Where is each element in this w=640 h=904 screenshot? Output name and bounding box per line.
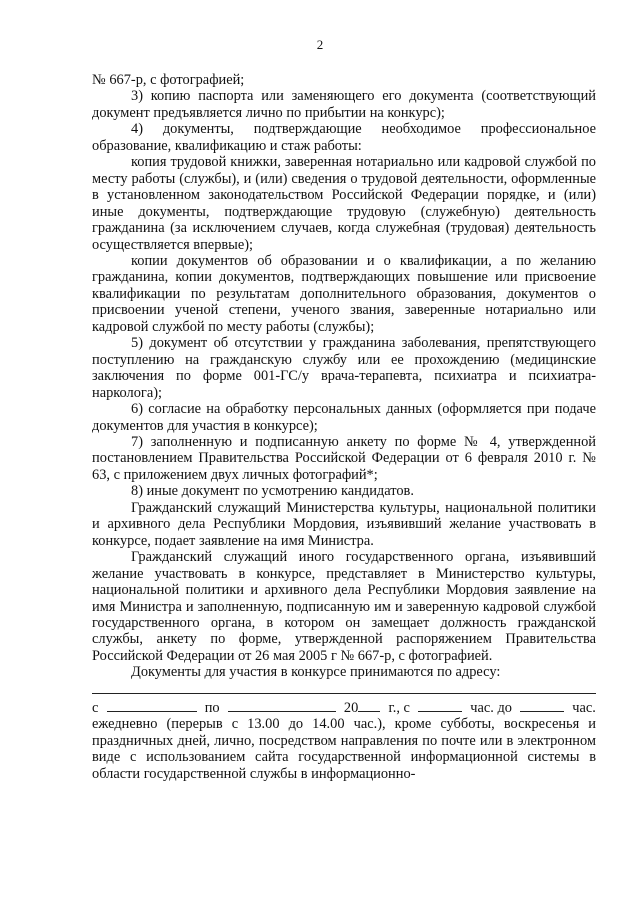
year-prefix: 20 xyxy=(344,699,380,716)
date-to-label: по xyxy=(204,699,220,716)
paragraph: 8) иные документ по усмотрению кандидатов. xyxy=(131,483,414,500)
page-number: 2 xyxy=(316,37,324,52)
date-from-label: с xyxy=(92,699,99,716)
paragraph: 3) копию паспорта или заменяющего его документа (соответствующий документ предъявляется лично по прибытии на конкурс); xyxy=(92,88,596,121)
paragraph: Гражданский служащий иного государственного органа, изъявивший желание участвовать в конкурсе, представляет в Министерство культуры, национальной политики и архивного дела Республики Мордовия заявление на имя Министра и заполненную, подписанную им и заверенную кадровой службой государственного органа, в котором он замещает должность гражданской службы, анкету по форме, утвержденной распоряжением Правительства Российской Федерации от 26 мая 2005 г № 667-р, с фотографией. xyxy=(92,549,596,664)
paragraph: 5) документ об отсутствии у гражданина заболевания, препятствующего поступлению на гражданскую службу или ее прохождению (медицинские заключения по форме 001-ГС/у врача-терапевта, психиатра и психиатра-нарколога); xyxy=(92,335,596,401)
paragraph: копия трудовой книжки, заверенная нотариально или кадровой службой по месту работы (службы), и (или) сведения о трудовой деятельности, оформленные в установленном законодательством Российской Федерации порядке, и (или) иные документы, подтверждающие трудовую (служебную) деятельность гражданина (за исключением случаев, когда служебная (трудовая) деятельность осуществляется впервые); xyxy=(92,154,596,253)
paragraph: 4) документы, подтверждающие необходимое профессиональное образование, квалификацию и стаж работы: xyxy=(92,121,596,154)
hours-to-label: час. до xyxy=(470,699,512,716)
hours-from-blank xyxy=(418,699,462,712)
date-to-blank xyxy=(228,699,336,712)
document-body xyxy=(92,72,596,782)
year-blank xyxy=(358,699,380,712)
paragraph: 7) заполненную и подписанную анкету по форме № 4, утвержденной постановлением Правительства Российской Федерации от 6 февраля 2010 г. № 63, с приложением двух личных фотографий*; xyxy=(92,433,596,483)
hours-to-blank xyxy=(520,699,564,712)
schedule-line xyxy=(92,699,596,716)
paragraph: Гражданский служащий Министерства культуры, национальной политики и архивного дела Республики Мордовия, изъявивший желание участвовать в конкурсе, подает заявление на имя Министра. xyxy=(92,499,596,549)
final-paragraph: ежедневно (перерыв с 13.00 до 14.00 час.), кроме субботы, воскресенья и праздничных дней, лично, посредством направления по почте или в электронном виде с использованием сайта государственной информационной системы в области государственной службы в информационно- xyxy=(92,716,596,782)
hours-unit-label: час. xyxy=(572,699,596,716)
address-blank-line xyxy=(92,683,596,694)
date-from-blank xyxy=(107,699,197,712)
paragraph: № 667-р, с фотографией; xyxy=(92,72,245,88)
hours-from-label: г., с xyxy=(388,699,410,716)
paragraph-list xyxy=(92,72,596,681)
paragraph: копии документов об образовании и о квалификации, а по желанию гражданина, копии документов, подтверждающих повышение или присвоение квалификации по результатам дополнительного образования, документов о присвоении ученой степени, ученого звания, заверенные нотариально или кадровой службой по месту работы (службы); xyxy=(92,252,596,335)
paragraph: Документы для участия в конкурсе принимаются по адресу: xyxy=(131,664,501,681)
paragraph: 6) согласие на обработку персональных данных (оформляется при подаче документов для участия в конкурсе); xyxy=(92,401,596,434)
